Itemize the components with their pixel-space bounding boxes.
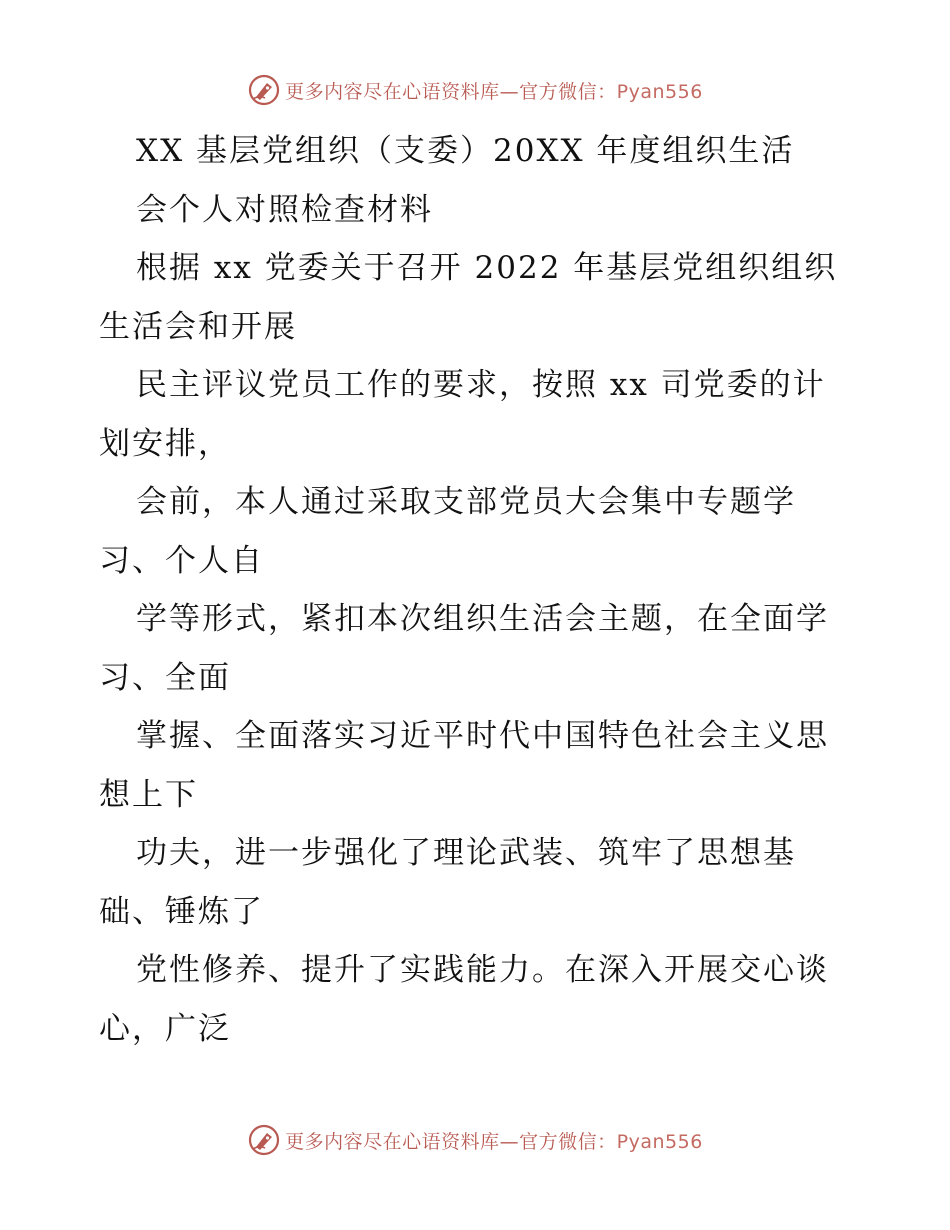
text-line: 想上下 (99, 776, 198, 813)
text-line: 心，广泛 (99, 1010, 231, 1047)
watermark-text: 更多内容尽在心语资料库—官方微信：Pyan556 (285, 80, 703, 103)
text-line: 民主评议党员工作的要求，按照 xx 司党委的计 (136, 367, 826, 403)
text-line: XX 基层党组织（支委）20XX 年度组织生活 (136, 133, 795, 169)
text-line: 划安排， (99, 425, 231, 462)
text-line: 功夫，进一步强化了理论武装、筑牢了思想基 (136, 835, 796, 871)
document-body (99, 122, 859, 1058)
text-line: 掌握、全面落实习近平时代中国特色社会主义思 (136, 718, 829, 754)
text-line: 习、全面 (99, 659, 231, 696)
watermark-text: 更多内容尽在心语资料库—官方微信：Pyan556 (285, 1130, 703, 1153)
header-watermark (0, 70, 950, 110)
text-line: 根据 xx 党委关于召开 2022 年基层党组织组织 (136, 250, 838, 286)
text-line: 学等形式，紧扣本次组织生活会主题，在全面学 (136, 601, 829, 637)
text-line: 党性修养、提升了实践能力。在深入开展交心谈 (136, 952, 829, 988)
pen-nib-logo-icon (247, 73, 281, 107)
footer-watermark (0, 1120, 950, 1160)
text-line: 生活会和开展 (99, 308, 297, 345)
text-line: 会个人对照检查材料 (136, 191, 433, 228)
text-line: 习、个人自 (99, 542, 264, 579)
text-line: 础、锤炼了 (99, 893, 264, 930)
text-line: 会前，本人通过采取支部党员大会集中专题学 (136, 484, 796, 520)
pen-nib-logo-icon (247, 1123, 281, 1157)
